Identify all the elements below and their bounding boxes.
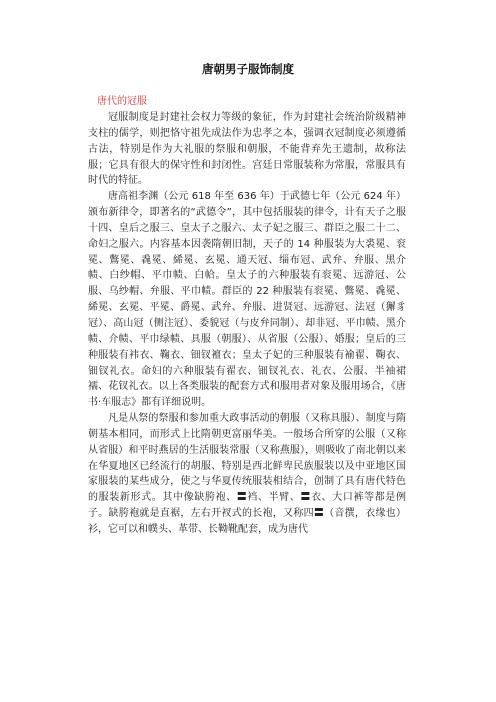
paragraph: 凡是从祭的祭服和参加重大政事活动的朝服（又称具服）、制度与隋朝基本相同，而形式上比隋朝更富丽华美。一般场合所穿的公服（又称从省服）和平时燕居的生活服装常服（又称燕服），则吸收了南北朝以来在华夏地区已经流行的胡服、特别是西北鲜卑民族服装以及中亚地区国家服装的某些成分，使之与华夏传统服装相结合，创制了具有唐代特色的服装新形式。其中像缺胯袍、〓裆、半臂、〓衣、大口裤等都是例子。缺胯袍就是直裾，左右开衩式的长袍，又称四〓（音撰，衣缘也）衫，它可以和幞头、革带、长靿靴配套，成为唐代 xyxy=(88,413,406,535)
paragraph: 冠服制度是封建社会权力等级的象征，作为封建社会统治阶级精神支柱的儒学，则把恪守祖先成法作为忠孝之本，强调衣冠制度必须遵循古法，特别是作为大礼服的祭服和朝服，不能背弃先王遗制，故称法服；它具有很大的保守性和封闭性。宫廷日常服装称为常服，常服具有时代的特征。 xyxy=(88,112,406,187)
paragraph: 唐高祖李渊（公元 618 年至 636 年）于武德七年（公元 624 年）颁布新律令，即著名的“武德令”，其中包括服装的律令，计有天子之服十四、皇后之服三、皇太子之服六、太子妃之服三、群臣之服二十二、命妇之服六。内容基本因袭隋朝旧制，天子的 14 种服装为大裘冕、衮冕、鷩冕、毳冕、絺冕、玄冕、通天冠、缁布冠、武弁、弁服、黑介帻、白纱帽、平巾帻、白帢。皇太子的六种服装有衮冕、远游冠、公服、乌纱帽、弁服、平巾帻。群臣的 22 种服装有衮冕、鷩冕、毳冕、絺冕、玄冕、平冕、爵冕、武弁、弁服、进贤冠、远游冠、法冠（獬豸冠）、高山冠（侧注冠）、委貌冠（与皮弁同制）、却非冠、平巾帻、黑介帻、介帻、平巾绿帻、具服（朝服）、从省服（公服）、婚服；皇后的三种服装有袆衣、鞠衣、钿钗襢衣；皇太子妃的三种服装有褕翟、鞠衣、钿钗礼衣。命妇的六种服装有翟衣、钿钗礼衣、礼衣、公服、半袖裙襦、花钗礼衣。以上各类服装的配套方式和服用者对象及服用场合，《唐书·车服志》都有详细说明。 xyxy=(88,191,406,409)
document-body xyxy=(88,110,406,538)
section-heading: 唐代的冠服 xyxy=(97,96,147,107)
document-title: 唐朝男子服饰制度 xyxy=(202,62,294,76)
